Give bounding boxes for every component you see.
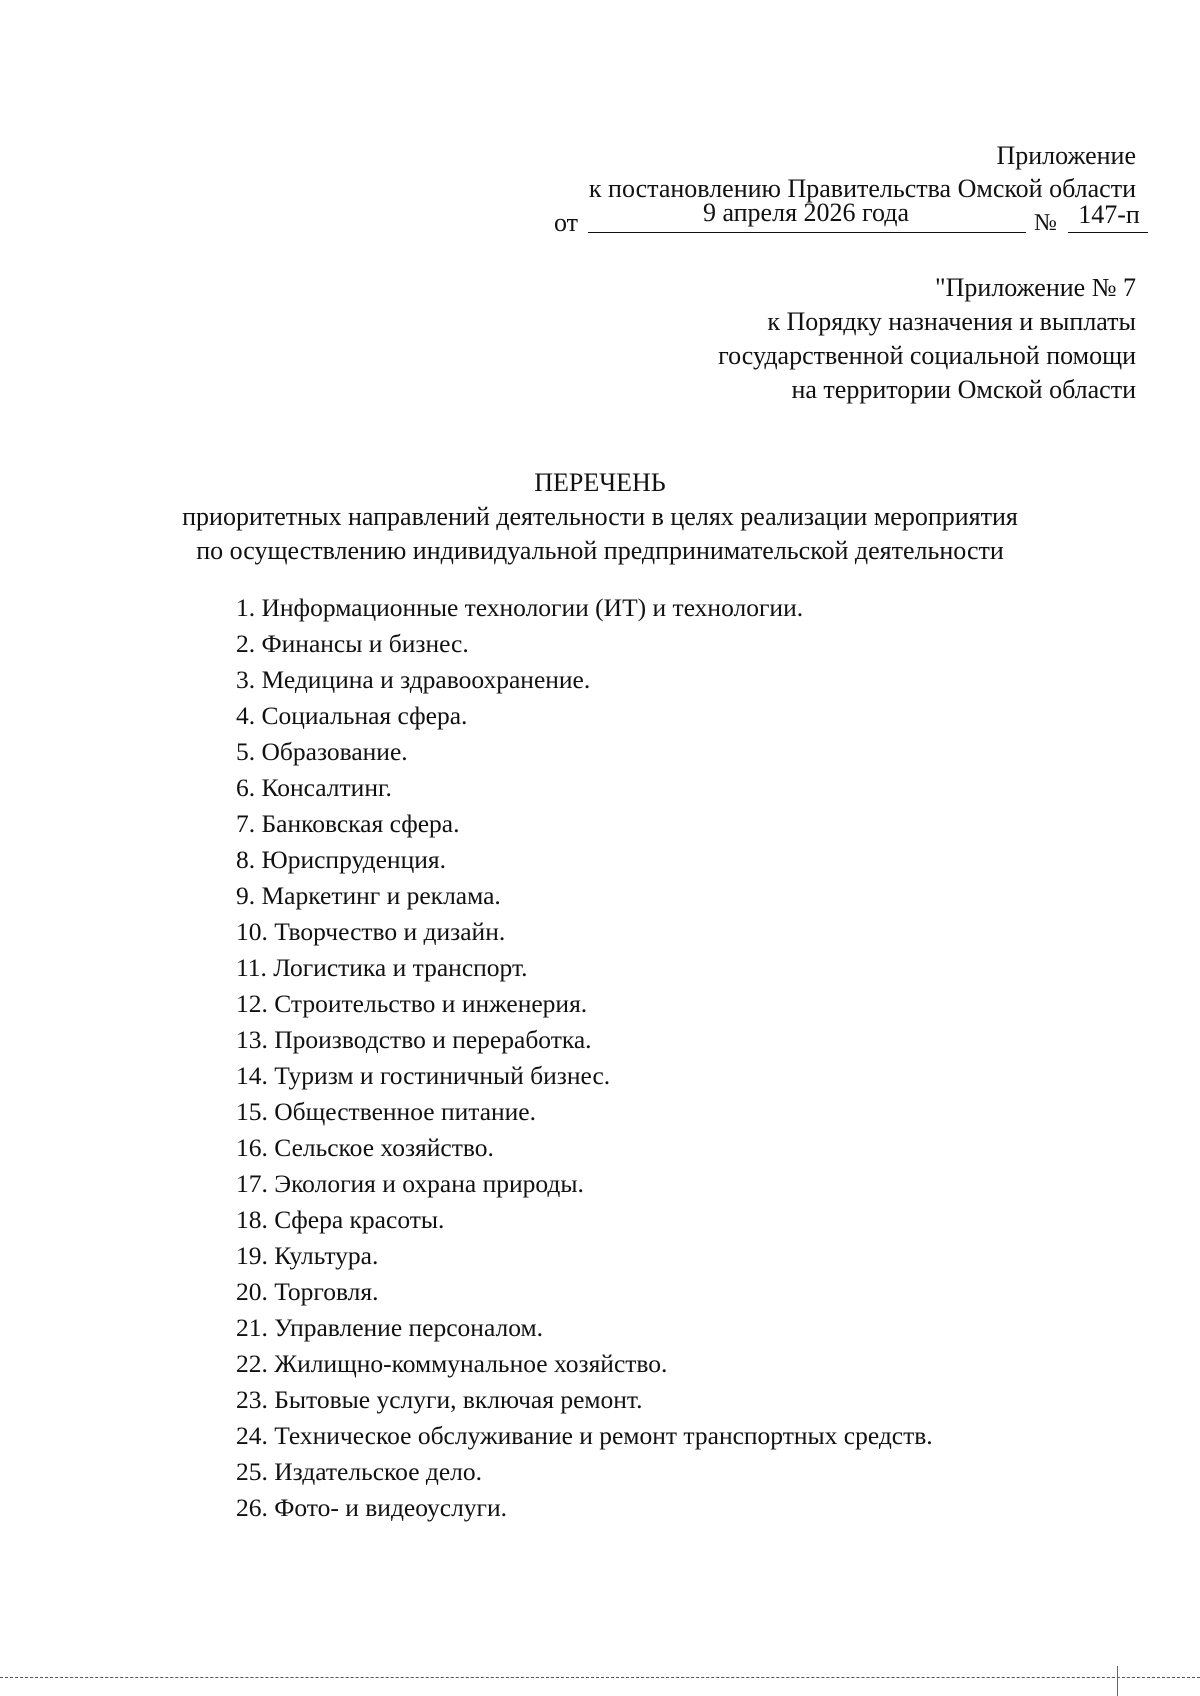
scan-edge-mark — [1117, 1666, 1118, 1696]
document-title: ПЕРЕЧЕНЬ — [534, 468, 666, 497]
appendix-label: Приложение — [996, 141, 1136, 170]
list-item: 5. Образование. — [236, 737, 408, 766]
resolution-ref: к постановлению Правительства Омской области — [588, 174, 1136, 203]
list-item: 14. Туризм и гостиничный бизнес. — [236, 1061, 611, 1090]
number-underline — [1068, 232, 1148, 233]
date-number-row — [548, 198, 1148, 238]
priority-list — [236, 590, 933, 1526]
list-item: 24. Техническое обслуживание и ремонт транспортных средств. — [236, 1421, 933, 1450]
list-item: 26. Фото- и видеоуслуги. — [236, 1493, 508, 1522]
list-item: 25. Издательское дело. — [236, 1457, 483, 1486]
list-item: 9. Маркетинг и реклама. — [236, 881, 501, 910]
scan-bottom-rule — [0, 1677, 1200, 1678]
list-item: 22. Жилищно-коммунальное хозяйство. — [236, 1349, 668, 1378]
list-item: 11. Логистика и транспорт. — [236, 953, 528, 982]
list-item: 18. Сфера красоты. — [236, 1205, 445, 1234]
list-item: 17. Экология и охрана природы. — [236, 1169, 584, 1198]
list-item: 12. Строительство и инженерия. — [236, 989, 588, 1018]
sub-appendix-line: на территории Омской области — [791, 375, 1136, 404]
sub-appendix-title: "Приложение № 7 — [935, 273, 1136, 302]
date-underline — [588, 232, 1026, 233]
list-item: 13. Производство и переработка. — [236, 1025, 592, 1054]
list-item: 15. Общественное питание. — [236, 1097, 536, 1126]
list-item: 2. Финансы и бизнес. — [236, 629, 469, 658]
list-item: 6. Консалтинг. — [236, 773, 392, 802]
date-prefix: от — [554, 208, 579, 237]
list-item: 10. Творчество и дизайн. — [236, 917, 506, 946]
list-item: 16. Сельское хозяйство. — [236, 1133, 494, 1162]
list-item: 1. Информационные технологии (ИТ) и технологии. — [236, 593, 804, 622]
document-subtitle: приоритетных направлений деятельности в целях реализации мероприятия — [182, 502, 1018, 531]
list-item: 3. Медицина и здравоохранение. — [236, 665, 591, 694]
document-subtitle: по осуществлению индивидуальной предпринимательской деятельности — [196, 536, 1004, 565]
list-item: 4. Социальная сфера. — [236, 701, 468, 730]
list-item: 23. Бытовые услуги, включая ремонт. — [236, 1385, 643, 1414]
list-item: 8. Юриспруденция. — [236, 845, 446, 874]
number-sign: № — [1034, 210, 1057, 236]
sub-appendix-line: к Порядку назначения и выплаты — [767, 307, 1136, 336]
list-item: 7. Банковская сфера. — [236, 809, 460, 838]
resolution-date: 9 апреля 2026 года — [702, 198, 910, 227]
list-item: 19. Культура. — [236, 1241, 379, 1270]
resolution-number: 147-п — [1078, 200, 1140, 229]
list-item: 21. Управление персоналом. — [236, 1313, 543, 1342]
sub-appendix-line: государственной социальной помощи — [718, 341, 1136, 370]
list-item: 20. Торговля. — [236, 1277, 379, 1306]
